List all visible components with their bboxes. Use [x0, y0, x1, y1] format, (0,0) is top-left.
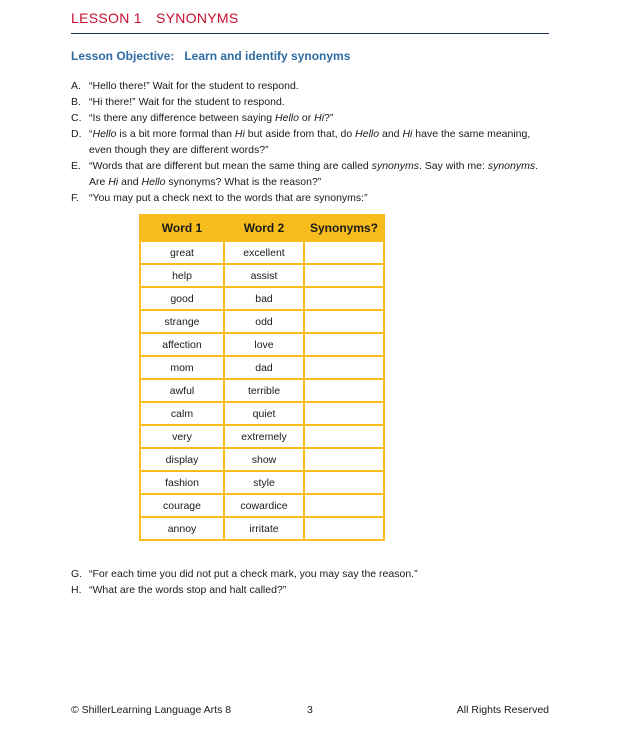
synonym-check-cell[interactable]	[304, 356, 384, 379]
synonym-check-cell[interactable]	[304, 264, 384, 287]
word-2-cell: show	[224, 448, 304, 471]
step-letter: A.	[71, 80, 81, 92]
step-text-italic: Hi	[108, 176, 119, 188]
synonym-check-cell[interactable]	[304, 494, 384, 517]
word-1-cell: annoy	[140, 517, 224, 540]
step-text: “For each time you did not put a check mark, you may say the reason.”	[89, 568, 418, 580]
step-letter: F.	[71, 192, 80, 204]
word-1-cell: mom	[140, 356, 224, 379]
step-item	[71, 94, 549, 110]
page-number: 3	[307, 704, 313, 716]
step-text-italic: synonyms	[371, 160, 419, 172]
lesson-objective	[71, 49, 350, 63]
instruction-steps-after	[71, 566, 549, 598]
step-item	[71, 582, 549, 598]
word-2-cell: love	[224, 333, 304, 356]
page-footer	[71, 704, 549, 720]
word-2-cell: quiet	[224, 402, 304, 425]
table-row	[140, 264, 384, 287]
step-text: . Say with me:	[418, 160, 488, 172]
lesson-number: LESSON 1	[71, 10, 142, 26]
step-text-italic: Hello	[355, 128, 380, 140]
word-1-cell: very	[140, 425, 224, 448]
step-text: but aside from that, do	[244, 128, 356, 140]
word-2-cell: odd	[224, 310, 304, 333]
synonyms-table	[139, 214, 385, 541]
step-item	[71, 110, 549, 126]
word-2-cell: bad	[224, 287, 304, 310]
word-2-cell: extremely	[224, 425, 304, 448]
step-text: synonyms? What is the reason?”	[165, 176, 322, 188]
step-text-italic: Hi	[402, 128, 413, 140]
step-text: or	[298, 112, 315, 124]
word-1-cell: good	[140, 287, 224, 310]
step-item	[71, 158, 549, 190]
word-2-cell: terrible	[224, 379, 304, 402]
synonym-check-cell[interactable]	[304, 241, 384, 264]
header-synonyms: Synonyms?	[304, 215, 384, 241]
step-letter: G.	[71, 568, 83, 580]
word-1-cell: fashion	[140, 471, 224, 494]
step-text: have the same meaning, even though they are different words?”	[89, 128, 531, 156]
step-text: “Words that are different but mean the same thing are called	[89, 160, 372, 172]
synonym-check-cell[interactable]	[304, 287, 384, 310]
word-1-cell: calm	[140, 402, 224, 425]
table-row	[140, 333, 384, 356]
footer-rights: All Rights Reserved	[456, 704, 549, 716]
step-letter: D.	[71, 128, 82, 140]
footer-copyright: © ShillerLearning Language Arts 8	[71, 704, 232, 716]
objective-label: Lesson Objective:	[71, 49, 175, 63]
step-text: “What are the words stop and halt called?”	[89, 584, 287, 596]
synonym-check-cell[interactable]	[304, 310, 384, 333]
synonym-check-cell[interactable]	[304, 425, 384, 448]
word-1-cell: courage	[140, 494, 224, 517]
synonym-check-cell[interactable]	[304, 471, 384, 494]
step-letter: B.	[71, 96, 81, 108]
lesson-title: SYNONYMS	[156, 10, 239, 26]
synonym-check-cell[interactable]	[304, 333, 384, 356]
step-text-italic: Hi	[234, 128, 245, 140]
word-1-cell: awful	[140, 379, 224, 402]
table-row	[140, 448, 384, 471]
step-text: ?”	[324, 112, 334, 124]
step-text: . Are	[89, 160, 538, 188]
step-text: “Hello there!” Wait for the student to respond.	[89, 80, 299, 92]
synonym-check-cell[interactable]	[304, 402, 384, 425]
step-item	[71, 126, 549, 158]
word-1-cell: help	[140, 264, 224, 287]
table-row	[140, 310, 384, 333]
synonym-check-cell[interactable]	[304, 448, 384, 471]
step-item	[71, 190, 549, 206]
table-body	[140, 241, 384, 540]
table-row	[140, 287, 384, 310]
step-text: “You may put a check next to the words that are synonyms:”	[89, 192, 368, 204]
step-text-italic: Hi	[314, 112, 325, 124]
word-1-cell: great	[140, 241, 224, 264]
word-2-cell: assist	[224, 264, 304, 287]
step-text: “Is there any difference between saying	[89, 112, 276, 124]
table-row	[140, 379, 384, 402]
table-row	[140, 241, 384, 264]
step-letter: H.	[71, 584, 82, 596]
step-text-italic: Hello	[141, 176, 166, 188]
step-text: and	[118, 176, 142, 188]
table-row	[140, 517, 384, 540]
step-text-italic: synonyms	[487, 160, 536, 172]
step-text: is a bit more formal than	[116, 128, 235, 140]
header-word-2: Word 2	[224, 215, 304, 241]
synonym-check-cell[interactable]	[304, 517, 384, 540]
word-2-cell: irritate	[224, 517, 304, 540]
word-1-cell: strange	[140, 310, 224, 333]
table-header-row	[140, 215, 384, 241]
step-letter: C.	[71, 112, 82, 124]
table-row	[140, 356, 384, 379]
word-1-cell: affection	[140, 333, 224, 356]
step-text-italic: Hello	[92, 128, 117, 140]
word-2-cell: dad	[224, 356, 304, 379]
step-letter: E.	[71, 160, 81, 172]
step-text: “	[89, 128, 93, 140]
table-row	[140, 494, 384, 517]
table-row	[140, 425, 384, 448]
step-item	[71, 78, 549, 94]
step-text-italic: Hello	[275, 112, 299, 124]
objective-text: Learn and identify synonyms	[184, 49, 351, 63]
synonym-check-cell[interactable]	[304, 379, 384, 402]
word-2-cell: excellent	[224, 241, 304, 264]
header-word-1: Word 1	[140, 215, 224, 241]
word-2-cell: style	[224, 471, 304, 494]
step-text: and	[379, 128, 403, 140]
table-row	[140, 471, 384, 494]
step-item	[71, 566, 549, 582]
word-2-cell: cowardice	[224, 494, 304, 517]
word-1-cell: display	[140, 448, 224, 471]
lesson-header	[71, 8, 549, 34]
step-text: “Hi there!” Wait for the student to respond.	[89, 96, 285, 108]
instruction-steps	[71, 78, 549, 206]
table-row	[140, 402, 384, 425]
